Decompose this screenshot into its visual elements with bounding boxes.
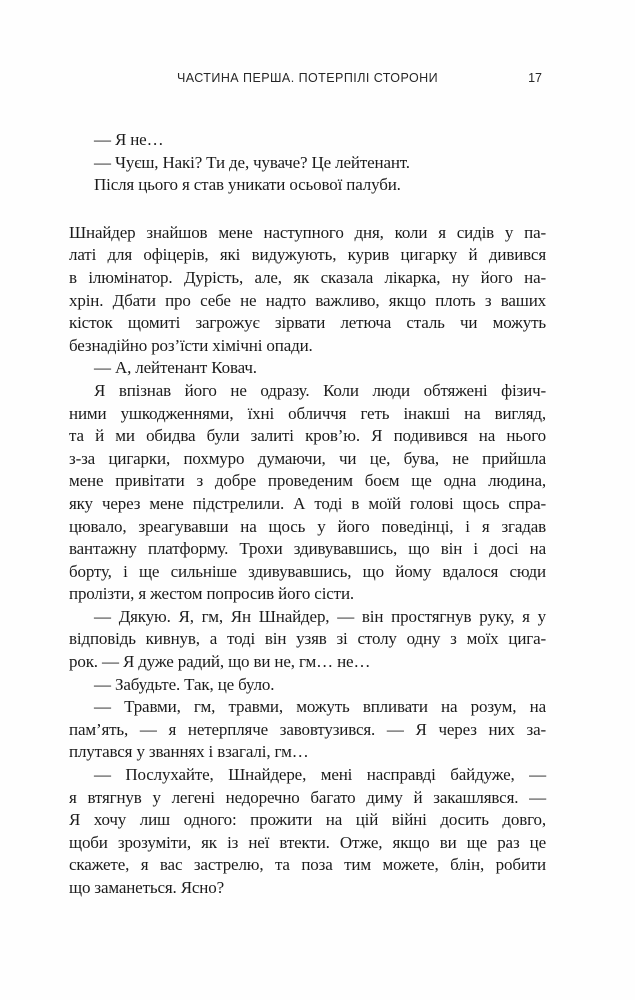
page-number: 17 (528, 71, 542, 85)
paragraph (69, 174, 546, 197)
text-line: Шнайдер знайшов мене наступного дня, коли я сидів у па- (69, 222, 546, 242)
text-line: — Послухайте, Шнайдере, мені насправді байдуже, — (94, 765, 546, 785)
text-line: скажете, я вас застрелю, та поза тим можете, блін, робити (69, 855, 546, 875)
text-line: ними ушкодженнями, їхні обличчя геть інакші на вигляд, (69, 403, 546, 423)
text-line: — Чуєш, Накі? Ти де, чуваче? Це лейтенант. (94, 152, 410, 172)
text-line: що заманеться. Ясно? (69, 878, 225, 897)
text-line: щоби зрозуміти, як із неї втекти. Отже, якщо ви ще раз це (69, 832, 546, 852)
paragraph (69, 606, 546, 674)
paragraph (69, 696, 546, 764)
text-line: рок. — Я дуже радий, що ви не, гм… не… (69, 652, 371, 672)
text-line: з-за цигарки, похмуро думаючи, чи це, бува, не прийшла (69, 448, 546, 468)
text-line: цювало, зреагувавши на щось у його поведінці, і я згадав (69, 516, 546, 536)
text-line: — Забудьте. Так, це було. (94, 674, 275, 694)
text-line: в ілюмінатор. Дурість, але, як сказала лікарка, ну його на- (69, 267, 546, 287)
text-line: хрін. Дбати про себе не надто важливо, якщо плоть з ваших (69, 290, 546, 310)
paragraph (69, 380, 546, 606)
paragraph (69, 357, 546, 380)
text-line: пам’ять, — я нетерпляче завовтузився. — Я через них за- (69, 719, 546, 739)
text-line: — А, лейтенант Ковач. (94, 358, 257, 378)
body-text (69, 129, 546, 900)
text-section (69, 129, 546, 197)
text-section (69, 222, 546, 900)
text-line: Я впізнав його не одразу. Коли люди обтяжені фізич- (94, 380, 546, 400)
text-line: яку через мене підстрелили. А тоді в моїй голові щось спра- (69, 493, 546, 513)
text-line: кісток щомиті загрожує зірвати летюча сталь чи можуть (69, 313, 546, 333)
paragraph (69, 674, 546, 697)
text-line: безнадійно роз’їсти хімічні опади. (69, 335, 313, 355)
text-line: плутався у званнях і взагалі, гм… (69, 742, 309, 762)
text-line: — Травми, гм, травми, можуть впливати на розум, на (94, 697, 546, 717)
paragraph (69, 152, 546, 175)
text-line: Після цього я став уникати осьової палуби. (94, 175, 401, 195)
text-line: борту, і ще сильніше здивувавшись, що йому вдалося сюди (69, 561, 546, 581)
text-line: вантажну платформу. Трохи здивувавшись, що він і досі на (69, 539, 546, 559)
running-head-title: ЧАСТИНА ПЕРША. ПОТЕРПІЛІ СТОРОНИ (176, 71, 439, 85)
text-line: пролізти, я жестом попросив його сісти. (69, 584, 354, 604)
text-line: — Я не… (94, 130, 164, 149)
text-line: Я хочу лиш одного: прожити на цій війні досить довго, (69, 810, 546, 830)
text-line: та й ми обидва були залиті кров’ю. Я подивився на нього (69, 426, 546, 446)
text-line: — Дякую. Я, гм, Ян Шнайдер, — він простягнув руку, я у (94, 606, 546, 626)
text-line: я втягнув у легені недоречно багато диму й закашлявся. — (69, 787, 546, 807)
paragraph (69, 129, 546, 152)
paragraph (69, 764, 546, 900)
text-line: відповідь кивнув, а тоді він узяв зі столу одну з моїх цига- (69, 629, 546, 649)
text-line: мене привітати з добре проведеним боєм ще одна людина, (69, 471, 546, 491)
text-line: латі для офіцерів, які видужують, курив цигарку й дивився (69, 245, 546, 265)
paragraph (69, 222, 546, 358)
page-header (69, 68, 546, 88)
